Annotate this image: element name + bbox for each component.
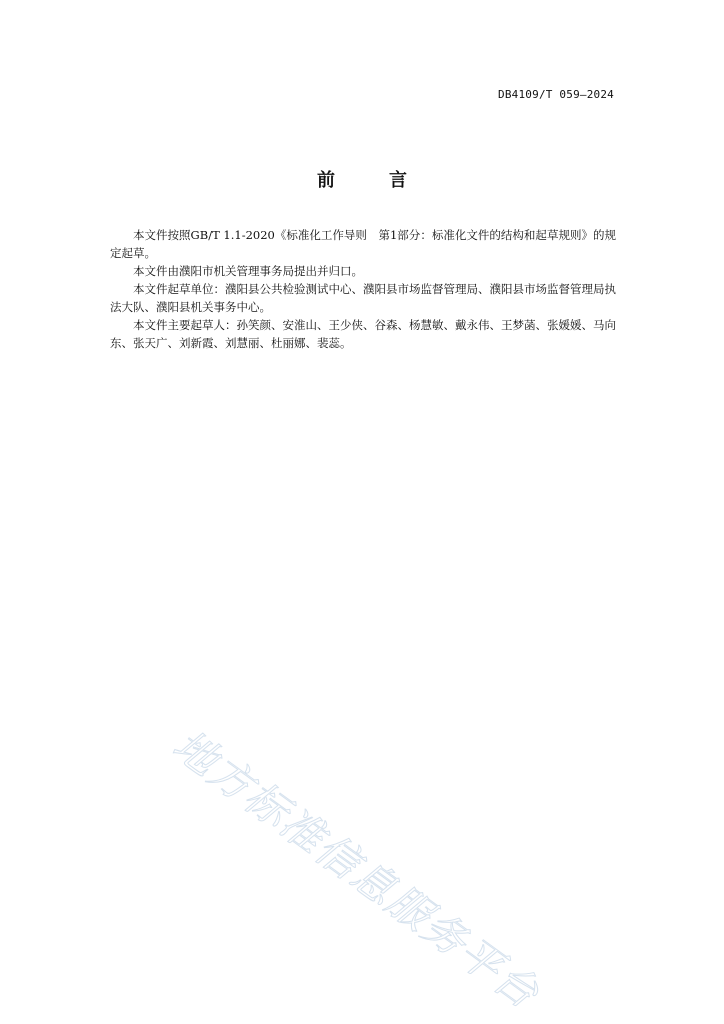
page-title: 前 言 <box>317 170 425 191</box>
paragraph-drafters: 本文件主要起草人：孙笑颜、安淮山、王少侠、谷森、杨慧敏、戴永伟、王梦菡、张媛媛、马向东、张天广、刘新霞、刘慧丽、杜丽娜、裴蕊。 <box>110 318 616 350</box>
watermark-text: 地方标准信息服务平台 <box>164 720 549 1019</box>
document-code: DB4109/T 059—2024 <box>498 88 614 101</box>
paragraph-drafting-basis: 本文件按照GB/T 1.1-2020《标准化工作导则 第1部分：标准化文件的结构和起草规则》的规定起草。 <box>110 228 616 260</box>
foreword-body <box>110 226 616 352</box>
paragraph-drafting-units: 本文件起草单位：濮阳县公共检验测试中心、濮阳县市场监督管理局、濮阳县市场监督管理局执法大队、濮阳县机关事务中心。 <box>110 282 616 314</box>
paragraph-proposer: 本文件由濮阳市机关管理事务局提出并归口。 <box>133 264 363 278</box>
